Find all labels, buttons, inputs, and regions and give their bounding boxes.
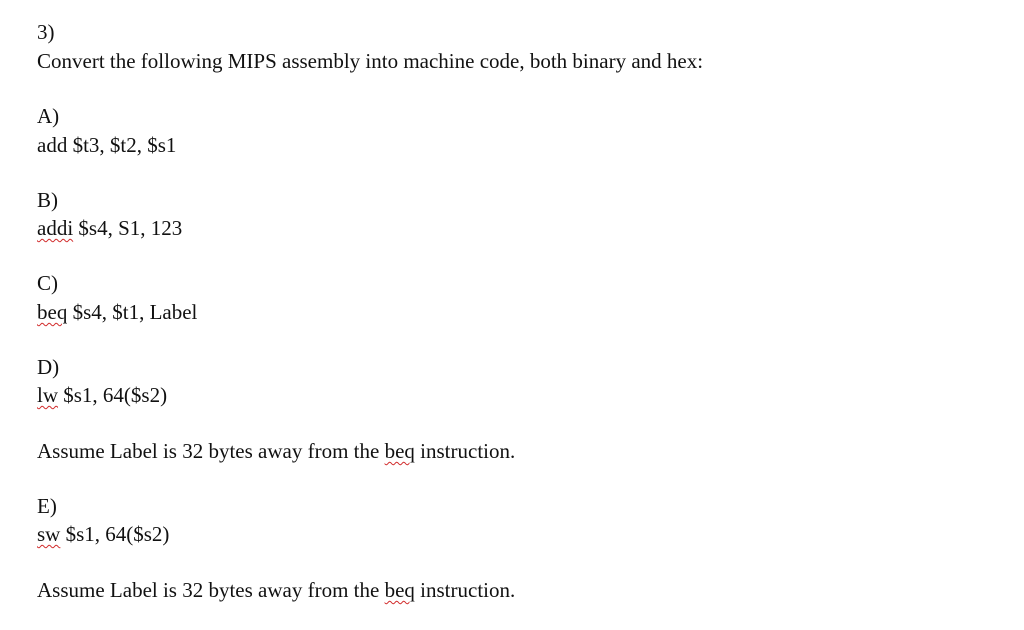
- part-b-operands: $s4, S1, 123: [73, 216, 183, 240]
- part-e-instruction: [37, 522, 169, 546]
- part-c-instruction: [37, 300, 197, 324]
- part-d-opcode: lw: [37, 383, 58, 407]
- part-c-operands: $s4, $t1, Label: [67, 300, 198, 324]
- part-b-opcode: addi: [37, 216, 74, 240]
- part-c-label: C): [37, 271, 58, 295]
- part-c-opcode: beq: [37, 300, 68, 324]
- part-b-label: B): [37, 188, 58, 212]
- part-e-opcode: sw: [37, 522, 61, 546]
- part-b-instruction: [37, 216, 182, 240]
- part-d-label: D): [37, 355, 60, 379]
- part-a-opcode: add: [37, 133, 68, 157]
- part-d-instruction: [37, 383, 167, 407]
- question-number: 3): [37, 20, 55, 44]
- part-e-label: E): [37, 494, 57, 518]
- part-a-operands: $t3, $t2, $s1: [67, 133, 177, 157]
- part-d-operands: $s1, 64($s2): [58, 383, 168, 407]
- flagged-word: beq: [384, 578, 415, 602]
- question-prompt: Convert the following MIPS assembly into machine code, both binary and hex:: [37, 49, 704, 73]
- assumption-note-2: Assume Label is 32 bytes away from the beq instruction.: [37, 578, 516, 602]
- part-a-label: A): [37, 104, 60, 128]
- assumption-note-1: Assume Label is 32 bytes away from the beq instruction.: [37, 439, 516, 463]
- flagged-word: beq: [384, 439, 415, 463]
- part-e-operands: $s1, 64($s2): [60, 522, 170, 546]
- part-a-instruction: [37, 133, 176, 157]
